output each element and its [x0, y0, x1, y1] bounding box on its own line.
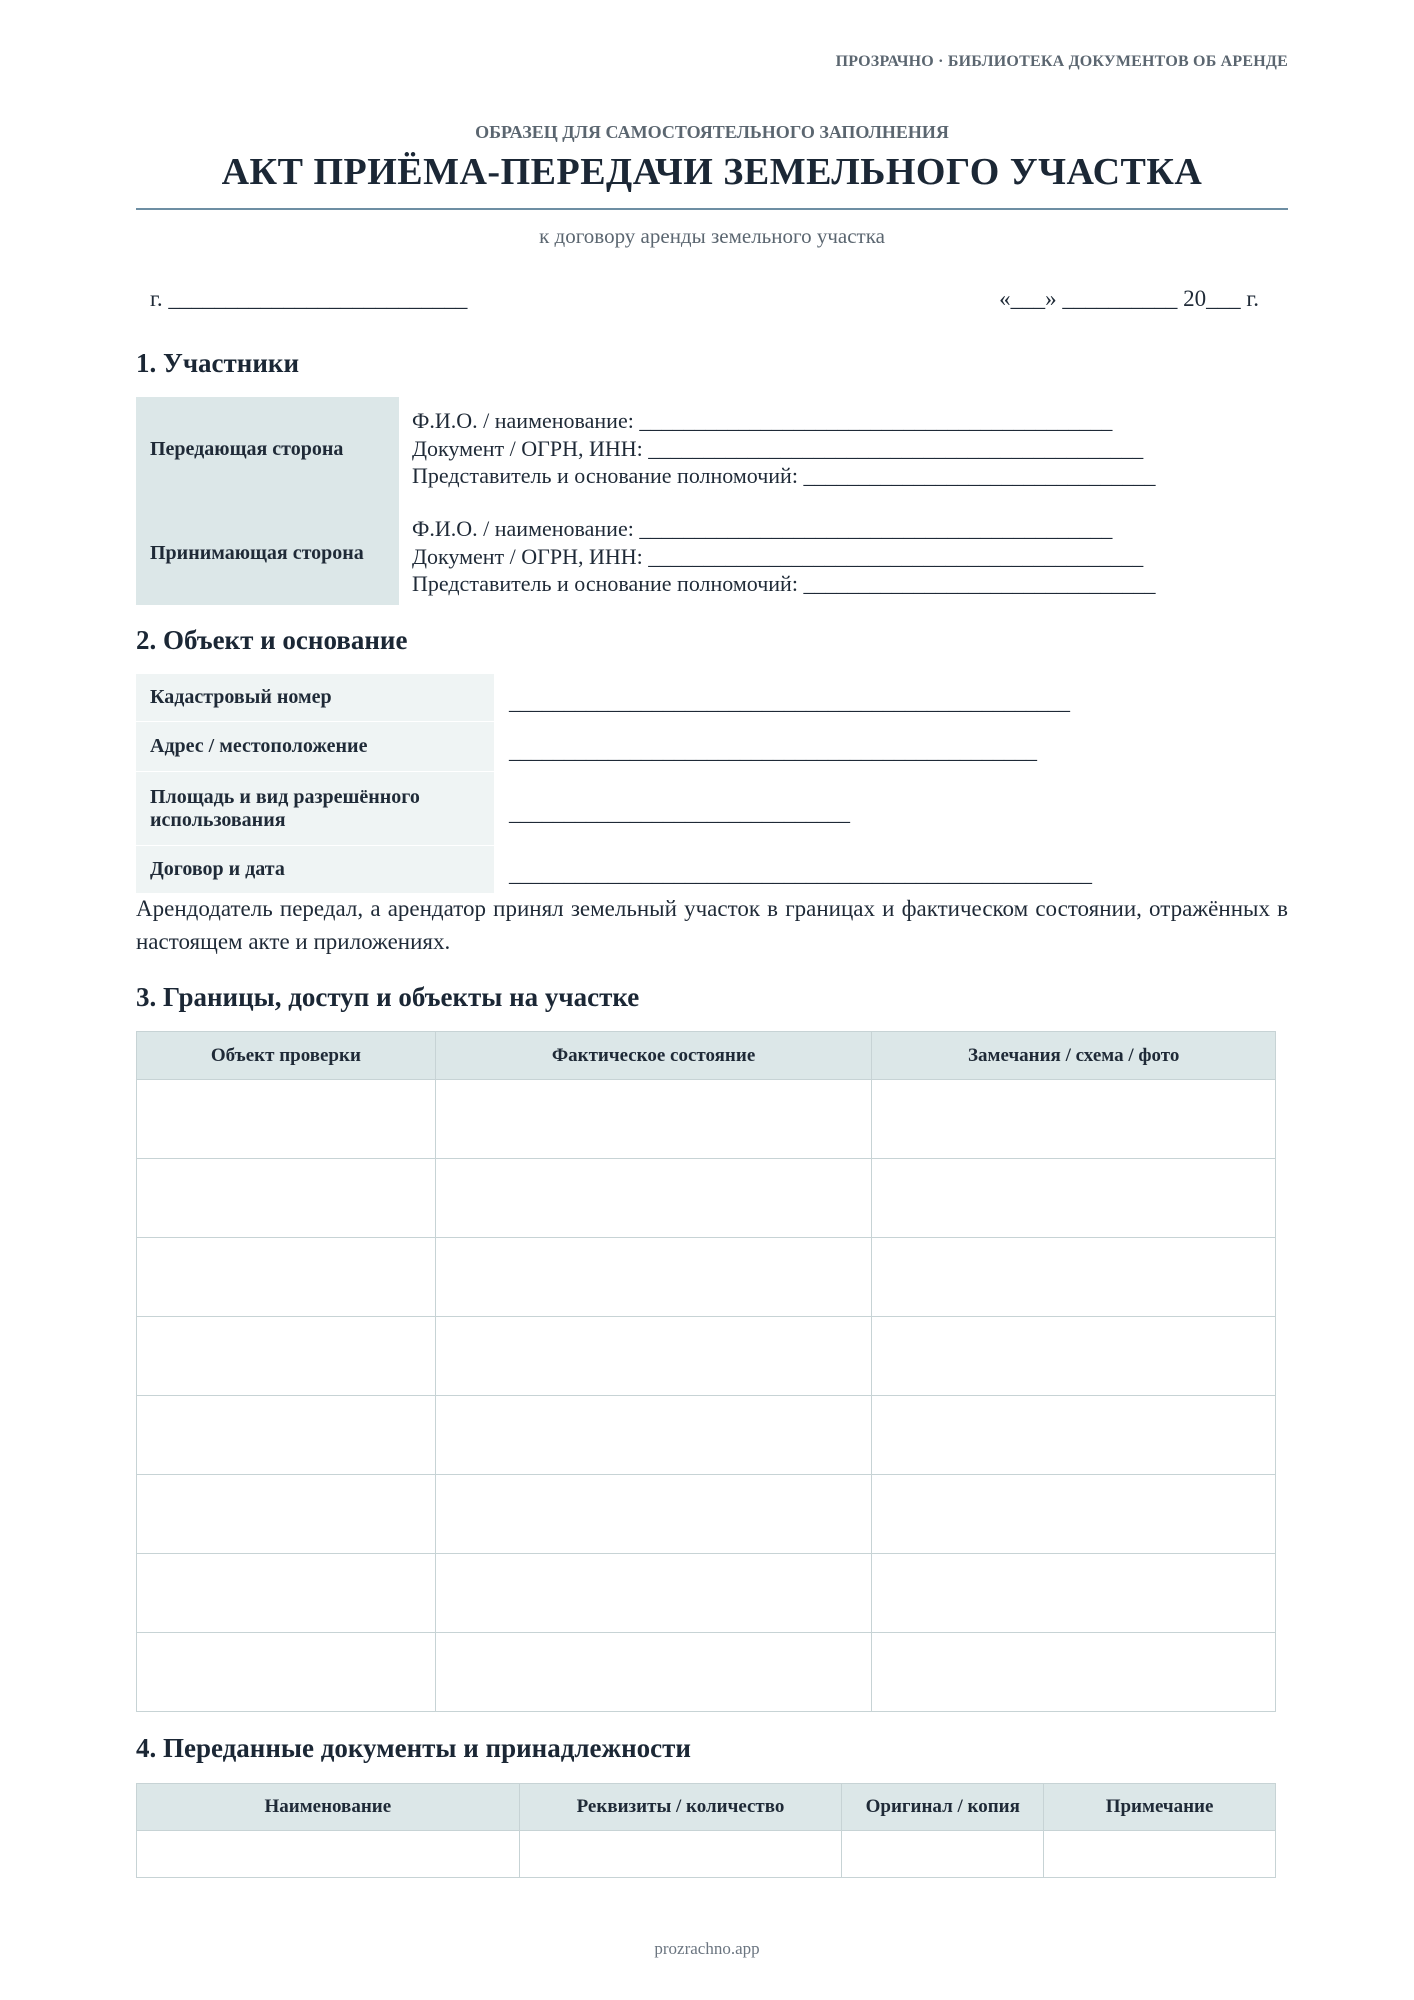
table-row: [137, 1554, 1276, 1633]
object-value: _____________________________________________________: [509, 861, 1092, 886]
table-cell[interactable]: [137, 1317, 436, 1396]
table-cell[interactable]: [435, 1475, 872, 1554]
document-kicker: ОБРАЗЕЦ ДЛЯ САМОСТОЯТЕЛЬНОГО ЗАПОЛНЕНИЯ: [475, 122, 949, 142]
table-cell[interactable]: [872, 1238, 1276, 1317]
table-cell[interactable]: [519, 1831, 842, 1878]
table-cell[interactable]: [872, 1396, 1276, 1475]
table-cell[interactable]: [435, 1317, 872, 1396]
title-divider: [136, 208, 1288, 210]
table-cell[interactable]: [872, 1317, 1276, 1396]
object-label: Договор и дата: [136, 846, 494, 894]
table-cell[interactable]: [137, 1080, 436, 1159]
table-cell[interactable]: [435, 1554, 872, 1633]
column-header: Оригинал / копия: [842, 1784, 1044, 1831]
table-row: [137, 1831, 1276, 1878]
column-header: Примечание: [1044, 1784, 1276, 1831]
table-cell[interactable]: [137, 1475, 436, 1554]
document-subtitle: к договору аренды земельного участка: [539, 224, 885, 248]
object-row-cadastral: [136, 674, 1286, 722]
party-document-field: Документ / ОГРН, ИНН: _____________________________________________: [412, 435, 1144, 461]
table-cell[interactable]: [872, 1633, 1276, 1712]
table-cell[interactable]: [1044, 1831, 1276, 1878]
table-header-row: [137, 1032, 1276, 1080]
column-header: Объект проверки: [137, 1032, 436, 1080]
place-field: г. __________________________: [150, 286, 468, 311]
participants-block: [136, 397, 1286, 605]
table-row: [137, 1317, 1276, 1396]
object-label: Кадастровый номер: [136, 674, 494, 722]
table-cell[interactable]: [137, 1238, 436, 1317]
table-row: [137, 1080, 1276, 1159]
documents-table: [136, 1783, 1276, 1878]
party-row-receiving: [136, 501, 1286, 605]
table-cell[interactable]: [872, 1475, 1276, 1554]
document-title: АКТ ПРИЁМА-ПЕРЕДАЧИ ЗЕМЕЛЬНОГО УЧАСТКА: [221, 151, 1203, 193]
checks-table: [136, 1031, 1276, 1712]
object-value: _______________________________: [509, 800, 850, 825]
party-label: Передающая сторона: [136, 397, 399, 501]
table-cell[interactable]: [435, 1080, 872, 1159]
table-row: [137, 1238, 1276, 1317]
column-header: Фактическое состояние: [435, 1032, 872, 1080]
table-cell[interactable]: [137, 1831, 520, 1878]
object-row-contract: [136, 846, 1286, 894]
table-cell[interactable]: [872, 1159, 1276, 1238]
table-cell[interactable]: [137, 1633, 436, 1712]
table-cell[interactable]: [137, 1159, 436, 1238]
transfer-statement: Арендодатель передал, а арендатор принял земельный участок в границах и фактическом состоянии, отражённых в настоящем акте и приложениях.: [136, 896, 1288, 954]
party-name-field: Ф.И.О. / наименование: ___________________________________________: [412, 516, 1113, 541]
party-fields: [399, 397, 1155, 501]
object-value: ________________________________________________: [509, 738, 1037, 763]
table-cell[interactable]: [435, 1238, 872, 1317]
table-cell[interactable]: [842, 1831, 1044, 1878]
party-name-field: Ф.И.О. / наименование: ___________________________________________: [412, 408, 1113, 433]
party-row-transferring: [136, 397, 1286, 501]
section-documents-heading: 4. Переданные документы и принадлежности: [136, 1733, 691, 1763]
table-row: [137, 1396, 1276, 1475]
table-cell[interactable]: [137, 1396, 436, 1475]
table-cell[interactable]: [137, 1554, 436, 1633]
party-representative-field: Представитель и основание полномочий: ________________________________: [412, 463, 1156, 488]
date-field: «___» __________ 20___ г.: [999, 286, 1259, 311]
table-cell[interactable]: [435, 1396, 872, 1475]
library-header: ПРОЗРАЧНО · БИБЛИОТЕКА ДОКУМЕНТОВ ОБ АРЕНДЕ: [835, 53, 1288, 70]
party-representative-field: Представитель и основание полномочий: ________________________________: [412, 571, 1156, 596]
table-row: [137, 1633, 1276, 1712]
object-label: Адрес / местоположение: [136, 722, 494, 772]
table-header-row: [137, 1784, 1276, 1831]
column-header: Замечания / схема / фото: [872, 1032, 1276, 1080]
section-checks-heading: 3. Границы, доступ и объекты на участке: [136, 982, 640, 1012]
object-label: Площадь и вид разрешённого использования: [136, 772, 494, 846]
table-row: [137, 1159, 1276, 1238]
party-document-field: Документ / ОГРН, ИНН: _____________________________________________: [412, 543, 1144, 569]
table-cell[interactable]: [435, 1633, 872, 1712]
object-block: [136, 674, 1286, 894]
object-row-area: [136, 772, 1286, 846]
party-label: Принимающая сторона: [136, 501, 399, 605]
table-cell[interactable]: [872, 1080, 1276, 1159]
table-cell[interactable]: [872, 1554, 1276, 1633]
footer-site: prozrachno.app: [654, 1939, 760, 1958]
party-fields: [399, 501, 1155, 605]
object-row-address: [136, 722, 1286, 772]
column-header: Реквизиты / количество: [519, 1784, 842, 1831]
section-object-heading: 2. Объект и основание: [136, 625, 408, 655]
object-value: ___________________________________________________: [509, 689, 1070, 714]
section-participants-heading: 1. Участники: [136, 348, 300, 378]
column-header: Наименование: [137, 1784, 520, 1831]
table-row: [137, 1475, 1276, 1554]
table-cell[interactable]: [435, 1159, 872, 1238]
